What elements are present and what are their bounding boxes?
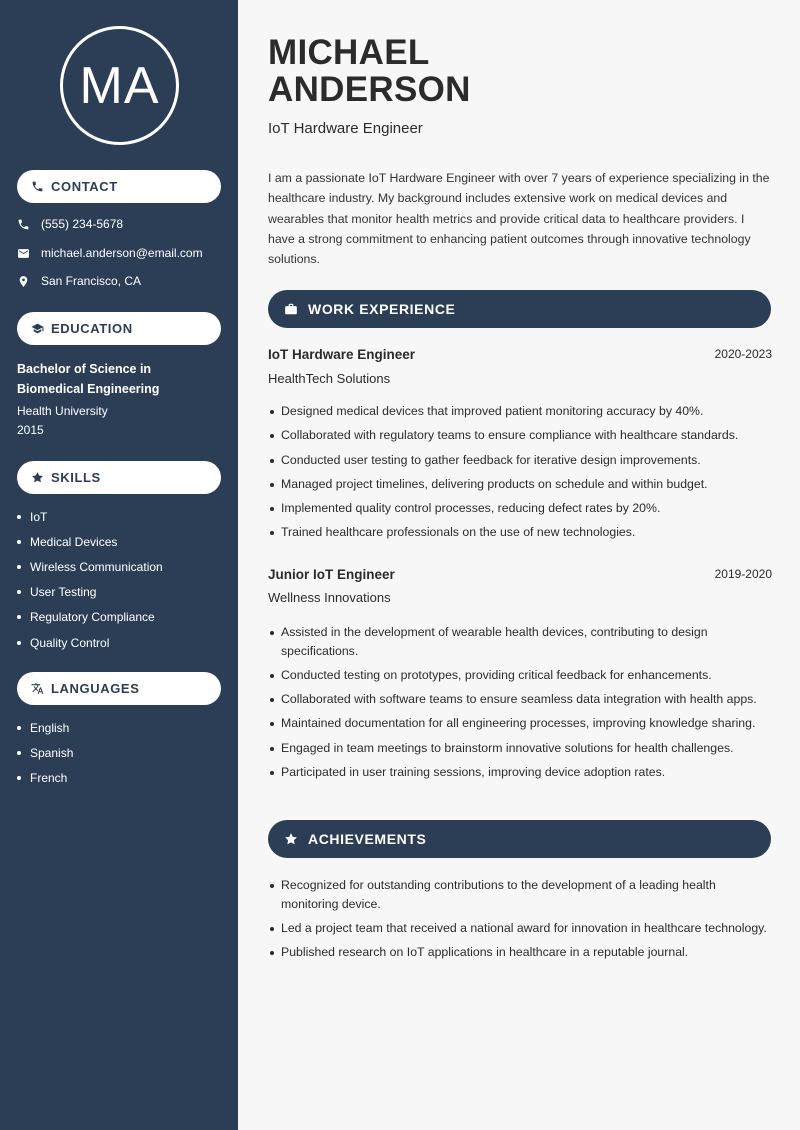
education-year: 2015 [17,423,44,437]
skill-item: Regulatory Compliance [17,605,163,630]
skills-list [17,504,163,655]
contact-phone [17,217,123,231]
profile-summary: I am a passionate IoT Hardware Engineer with over 7 years of experience specializing in the healthcare industry. My background includes extensive work on medical devices and wearables that monitor health metrics and provide critical data to healthcare providers. I have a strong commitment to enhancing patient outcomes through innovative technology solutions. [268,171,770,267]
location-text: San Francisco, CA [41,274,142,288]
list-item: Collaborated with software teams to ensure seamless data integration with health apps. [268,690,768,709]
translate-icon [31,682,44,695]
phone-icon [17,218,30,231]
contact-section-header [17,170,221,203]
list-item: Implemented quality control processes, reducing defect rates by 20%. [268,499,768,518]
list-item: Led a project team that received a national award for innovation in healthcare technology. [268,919,768,938]
list-item: Assisted in the development of wearable health devices, contributing to design specifications. [268,623,768,660]
skills-section-header [17,461,221,494]
achievements-title: ACHIEVEMENTS [308,831,427,847]
phone-text: (555) 234-5678 [41,217,124,231]
job-dates: 2020-2023 [714,347,772,361]
achievements-list [268,876,768,967]
first-name: MICHAEL [268,33,430,72]
list-item: Collaborated with regulatory teams to ensure compliance with healthcare standards. [268,426,768,445]
skill-item: Quality Control [17,630,163,655]
contact-location [17,274,141,288]
education-degree: Bachelor of Science in Biomedical Engineering [17,362,160,396]
job-dates: 2019-2020 [714,567,772,581]
list-item: Participated in user training sessions, improving device adoption rates. [268,763,768,782]
skill-item: IoT [17,504,163,529]
job-company: HealthTech Solutions [268,371,391,386]
list-item: Recognized for outstanding contributions to the development of a leading health monitoring device. [268,876,768,913]
star-icon [284,832,298,846]
achievements-header [268,820,771,858]
list-item: Trained healthcare professionals on the use of new technologies. [268,523,768,542]
contact-title: CONTACT [51,179,118,194]
list-item: Engaged in team meetings to brainstorm innovative solutions for health challenges. [268,739,768,758]
skill-item: User Testing [17,580,163,605]
location-pin-icon [17,275,30,288]
work-experience-title: WORK EXPERIENCE [308,301,456,317]
languages-list [17,715,73,791]
full-name [268,34,471,108]
star-icon [31,471,44,484]
list-item: Designed medical devices that improved patient monitoring accuracy by 40%. [268,402,768,421]
language-item: French [17,765,73,790]
list-item: Maintained documentation for all engineering processes, improving knowledge sharing. [268,714,768,733]
work-experience-header [268,290,771,328]
skills-title: SKILLS [51,470,101,485]
skill-item: Wireless Communication [17,554,163,579]
list-item: Managed project timelines, delivering products on schedule and within budget. [268,475,768,494]
job-role: IoT Hardware Engineer [268,120,423,137]
sidebar [0,0,238,1130]
language-item: Spanish [17,740,73,765]
email-text: michael.anderson@email.com [41,246,203,260]
contact-email [17,246,203,260]
job-title: IoT Hardware Engineer [268,347,416,362]
job-title: Junior IoT Engineer [268,567,395,582]
language-item: English [17,715,73,740]
list-item: Conducted testing on prototypes, providing critical feedback for enhancements. [268,666,768,685]
job-bullets [268,623,768,787]
languages-section-header [17,672,221,705]
phone-icon [31,180,44,193]
job-bullets [268,402,768,548]
list-item: Conducted user testing to gather feedback for iterative design improvements. [268,451,768,470]
briefcase-icon [284,302,298,316]
last-name: ANDERSON [268,70,471,109]
education-section-header [17,312,221,345]
education-school: Health University [17,404,108,418]
education-title: EDUCATION [51,321,133,336]
job-company: Wellness Innovations [268,590,391,605]
monogram-avatar: MA [60,26,179,145]
languages-title: LANGUAGES [51,681,140,696]
graduation-cap-icon [31,322,44,335]
list-item: Published research on IoT applications in healthcare in a reputable journal. [268,943,768,962]
email-icon [17,247,30,260]
skill-item: Medical Devices [17,529,163,554]
